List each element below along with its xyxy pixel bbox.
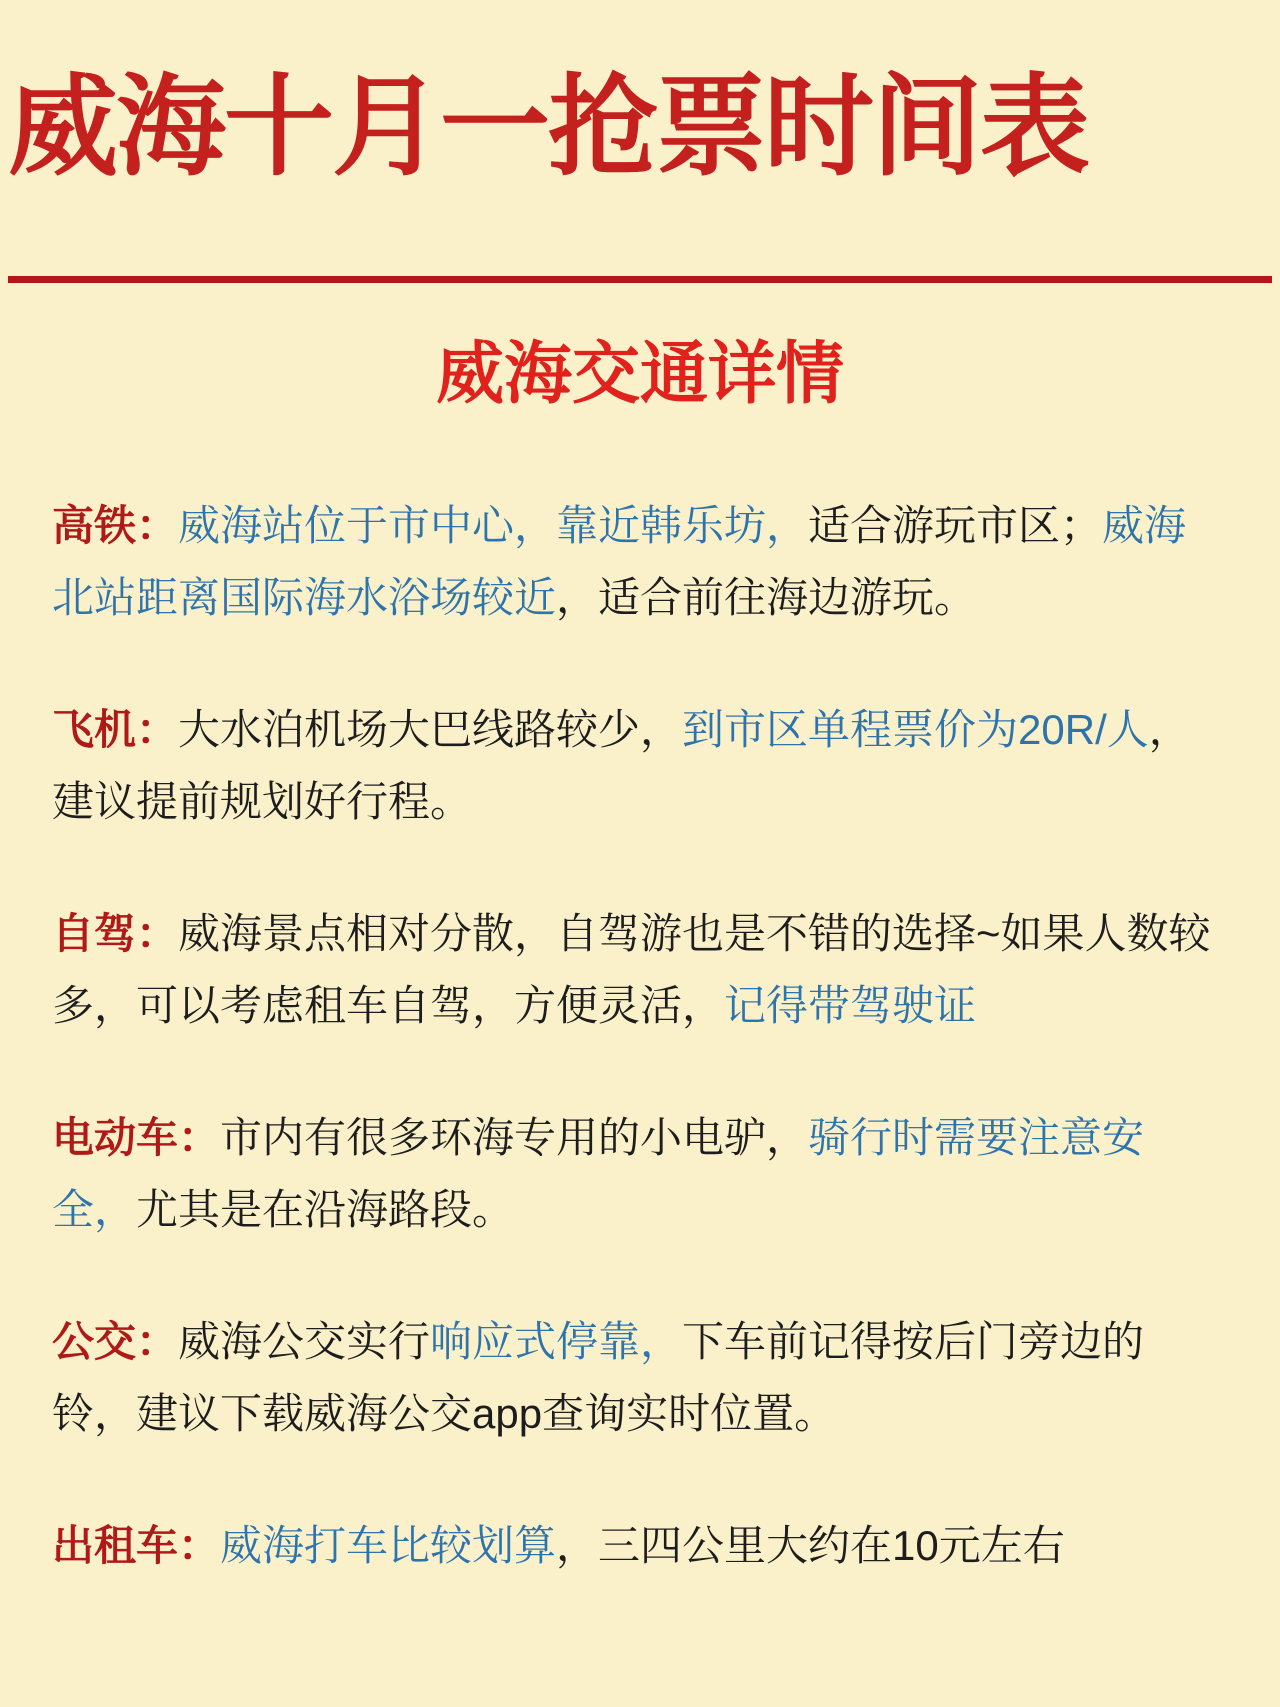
section-text-blue: 响应式停靠， xyxy=(430,1317,683,1365)
section-text-blue: 威海北站距离国际海水浴场较近 xyxy=(52,501,1187,621)
section-text-black: 适合游玩市区； xyxy=(808,501,1103,549)
section-text-black: 大水泊机场大巴线路较少， xyxy=(178,705,683,753)
section-label: 出租车： xyxy=(52,1521,221,1569)
section-text-black: 尤其是在沿海路段。 xyxy=(136,1185,515,1233)
section-text-blue: 到市区单程票价为20R/人 xyxy=(682,705,1149,753)
section-text-black: 下车前记得按后门旁边的铃，建议下载威海公交app查询实时位置。 xyxy=(52,1317,1145,1437)
page-title: 威海十月一抢票时间表 xyxy=(8,66,1088,189)
transport-section xyxy=(52,898,1228,1042)
section-text-black: 威海公交实行 xyxy=(178,1317,431,1365)
section-text-black: ，三四公里大约在10元左右 xyxy=(556,1521,1065,1569)
transport-section xyxy=(52,694,1228,838)
section-label: 公交： xyxy=(52,1317,179,1365)
section-label: 自驾： xyxy=(52,909,179,957)
section-text-blue: 记得带驾驶证 xyxy=(724,981,977,1029)
divider xyxy=(8,276,1272,283)
transport-section xyxy=(52,1102,1228,1246)
transport-section xyxy=(52,1510,1228,1582)
section-text-blue: 骑行时需要注意安全， xyxy=(52,1113,1145,1233)
subtitle: 威海交通详情 xyxy=(435,335,844,412)
section-label: 飞机： xyxy=(52,705,179,753)
section-label: 高铁： xyxy=(52,501,179,549)
section-text-blue: 威海站位于市中心，靠近韩乐坊， xyxy=(178,501,809,549)
section-label: 电动车： xyxy=(52,1113,221,1161)
section-text-black: 威海景点相对分散，自驾游也是不错的选择~如果人数较多，可以考虑租车自驾，方便灵活， xyxy=(52,909,1211,1029)
transport-sections xyxy=(0,490,1280,1582)
transport-section xyxy=(52,490,1228,634)
transport-section xyxy=(52,1306,1228,1450)
section-text-black: ，建议提前规划好行程。 xyxy=(52,705,1191,825)
section-text-black: ，适合前往海边游玩。 xyxy=(556,573,977,621)
section-text-black: 市内有很多环海专用的小电驴， xyxy=(220,1113,809,1161)
section-text-blue: 威海打车比较划算 xyxy=(220,1521,557,1569)
